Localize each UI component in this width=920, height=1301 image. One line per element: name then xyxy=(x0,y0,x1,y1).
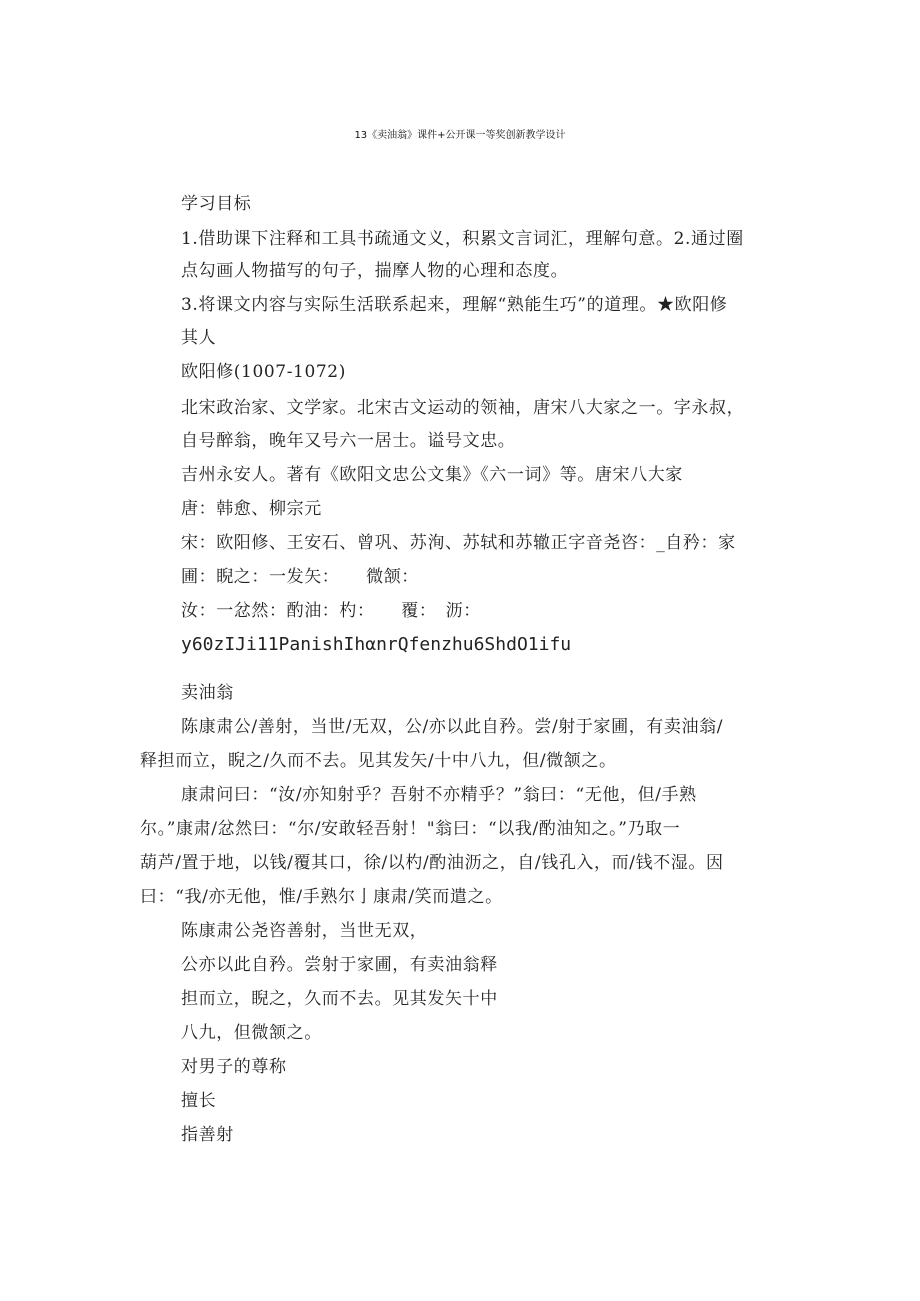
text-line: 陈康肃公/善射，当世/无双，公/亦以此自矜。尝/射于家圃，有卖油翁/ xyxy=(181,717,724,737)
pinyin-line: y60zIJi11PanishIhαnrQfenzhu6ShdO1ifu xyxy=(181,634,572,655)
text-line: 3.将课文内容与实际生活联系起来，理解“熟能生巧”的道理。★欧阳修 xyxy=(181,295,728,315)
text-line: 尔。”康肃/忿然曰：“尔/安敢轻吾射！"翁曰：“以我/酌油知之。”乃取一 xyxy=(140,819,681,839)
text-line: 释担而立，睨之/久而不去。见其发矢/十中八九，但/微颔之。 xyxy=(140,751,617,771)
heading-learning-goals: 学习目标 xyxy=(181,194,252,214)
text-line: 宋：欧阳修、王安石、曾巩、苏洵、苏轼和苏辙正字音尧咨：_自矜：家 xyxy=(181,533,736,553)
heading-text-title: 卖油翁 xyxy=(181,683,234,703)
annotation-line: 对男子的尊称 xyxy=(181,1057,287,1077)
text-line: 1.借助课下注释和工具书疏通文义，积累文言词汇，理解句意。2.通过圈 xyxy=(181,229,744,249)
text-line: 其人 xyxy=(181,328,217,348)
text-line: 曰：“我/亦无他，惟/手熟尔亅康肃/笑而遣之。 xyxy=(140,887,503,907)
text-line: 汝：一忿然：酌油：杓： 覆： 沥： xyxy=(181,601,481,621)
text-line: 葫芦/置于地，以钱/覆其口，徐/以杓/酌油沥之，自/钱孔入，而/钱不湿。因 xyxy=(140,853,724,873)
text-line: 康肃问曰：“汝/亦知射乎？吾射不亦精乎？”翁曰：“无他，但/手熟 xyxy=(181,785,697,805)
document-title: 13《卖油翁》课件+公开课一等奖创新教学设计 xyxy=(354,130,566,141)
text-line: 点勾画人物描写的句子，揣摩人物的心理和态度。 xyxy=(181,261,569,281)
text-line: 担而立，睨之，久而不去。见其发矢十中 xyxy=(181,989,498,1009)
text-line: 陈康肃公尧咨善射，当世无双， xyxy=(181,921,428,941)
annotation-line: 擅长 xyxy=(181,1091,217,1111)
text-line: 欧阳修(1007-1072) xyxy=(181,362,346,382)
text-line: 自号醉翁，晚年又号六一居士。谥号文忠。 xyxy=(181,431,516,451)
text-line: 吉州永安人。著有《欧阳文忠公文集》《六一词》等。唐宋八大家 xyxy=(181,465,683,485)
text-line: 圃：睨之：一发矢： 微颔： xyxy=(181,567,419,587)
text-line: 八九，但微颔之。 xyxy=(181,1023,322,1043)
text-line: 唐：韩愈、柳宗元 xyxy=(181,499,322,519)
annotation-line: 指善射 xyxy=(181,1125,234,1145)
text-line: 公亦以此自矜。尝射于家圃，有卖油翁释 xyxy=(181,955,498,975)
text-line: 北宋政治家、文学家。北宋古文运动的领袖，唐宋八大家之一。字永叔， xyxy=(181,398,745,418)
